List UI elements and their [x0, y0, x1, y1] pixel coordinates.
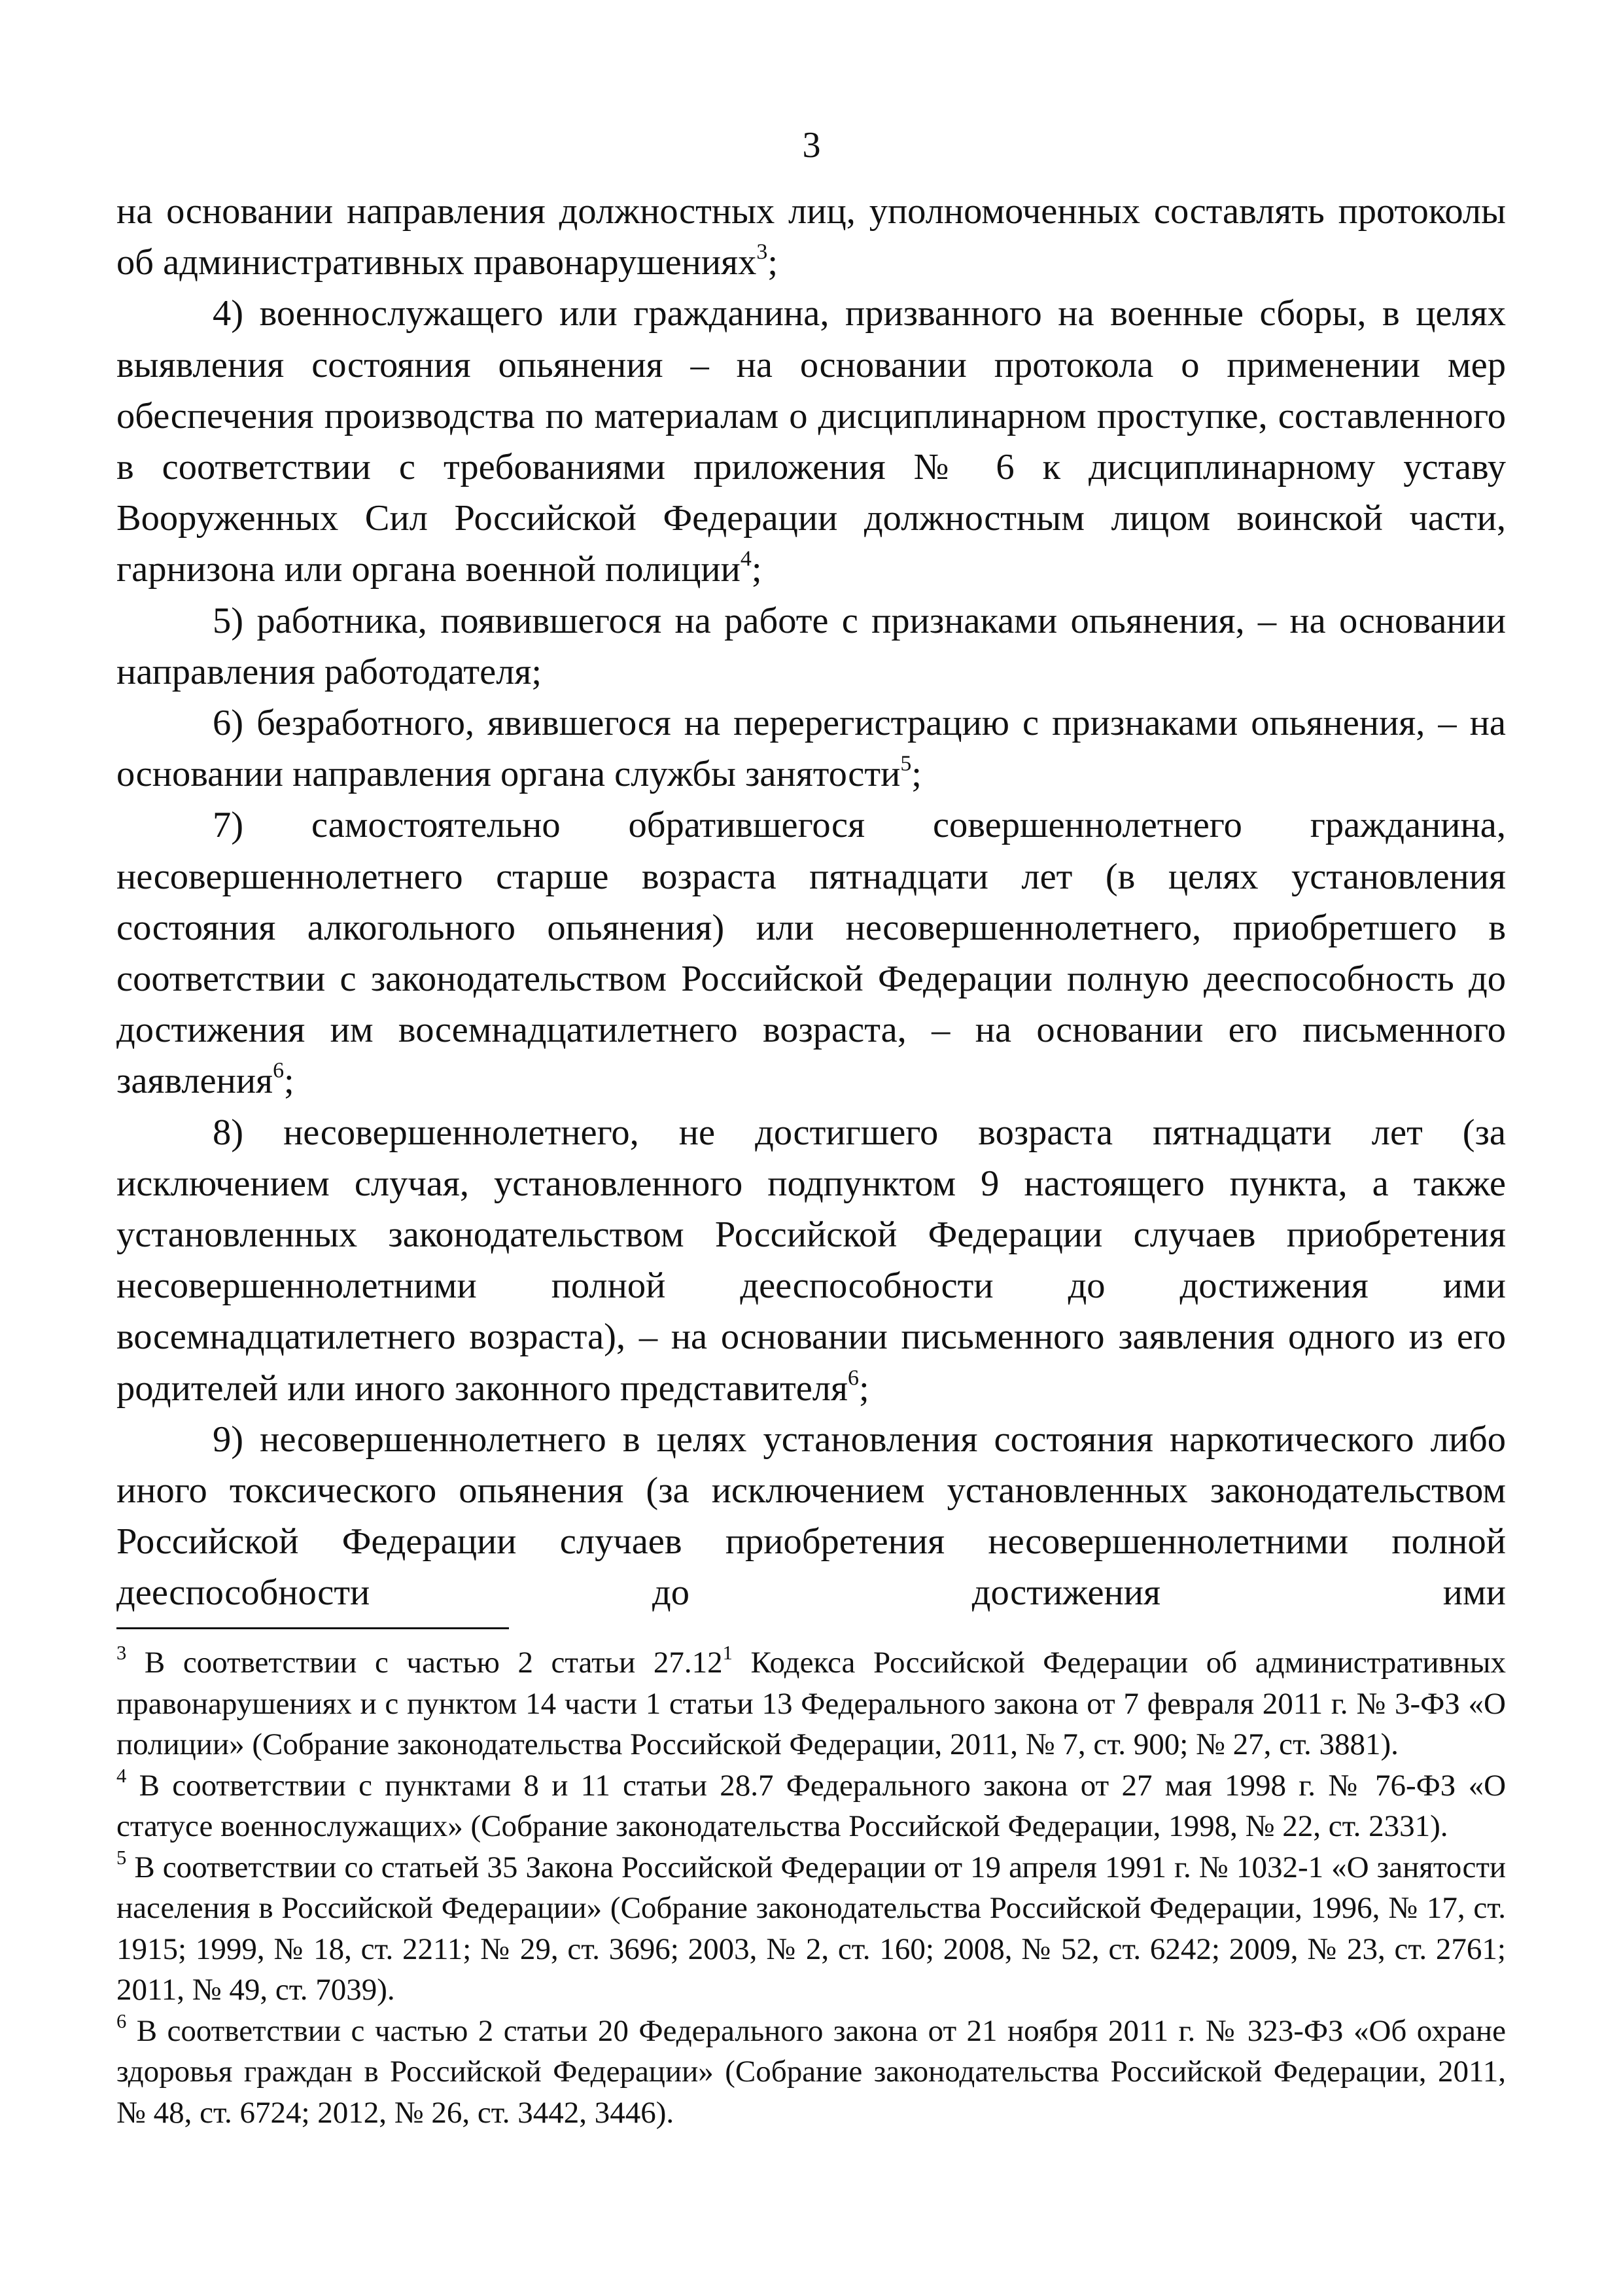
paragraph-text: 7) самостоятельно обратившегося совершеннолетнего гражданина, несовершеннолетнего старше возраста пятнадцати лет (в целях установления состояния алкогольного опьянения) или несовершеннолетнего, приобретшего в соответствии с законодательством Российской Федерации полную дееспособность до достижения им восемнадцатилетнего возраста, – на основании его письменного заявления: [116, 805, 1506, 1102]
footnote-number: 3: [116, 1642, 127, 1665]
footnote-ref[interactable]: 6: [273, 1058, 285, 1083]
paragraph-text: 9) несовершеннолетнего в целях установления состояния наркотического либо иного токсического опьянения (за исключением установленных законодательством Российской Федерации случаев приобретения несовершеннолетними полной дееспособности до достижения ими: [116, 1419, 1506, 1614]
footnote-4: [116, 1765, 1506, 1847]
footnote-text: В соответствии с частью 2 статьи 20 Федерального закона от 21 ноября 2011 г. № 323-ФЗ «Об охране здоровья граждан в Российской Федерации» (Собрание законодательства Российской Федерации, 2011, № 48, ст. 6724; 2012, № 26, ст. 3442, 3446).: [116, 2013, 1507, 2130]
footnote-ref[interactable]: 4: [740, 546, 752, 571]
list-item-5: [116, 595, 1506, 698]
list-item-9: [116, 1414, 1506, 1619]
footnote-text: В соответствии с пунктами 8 и 11 статьи 28.7 Федерального закона от 27 мая 1998 г. № 76-ФЗ «О статусе военнослужащих» (Собрание законодательства Российской Федерации, 1998, № 22, ст. 2331).: [116, 1768, 1507, 1843]
paragraph-text: 6) безработного, явившегося на перерегистрацию с признаками опьянения, – на основании направления органа службы занятости: [116, 703, 1506, 795]
footnote-superscript: 1: [722, 1642, 733, 1665]
footnote-ref[interactable]: 3: [756, 239, 768, 264]
footnote-ref[interactable]: 6: [847, 1365, 859, 1390]
footnote-text: В соответствии с частью 2 статьи 27.12: [144, 1646, 723, 1680]
footnote-3: [116, 1642, 1506, 1765]
paragraph-tail: ;: [751, 549, 762, 590]
footnote-text: Кодекса Российской Федерации об административных правонарушениях и с пунктом 14 части 1 статьи 13 Федерального закона от 7 февраля 2011 г. № 3-ФЗ «О полиции» (Собрание законодательства Российской Федерации, 2011, № 7, ст. 900; № 27, ст. 3881).: [116, 1646, 1506, 1761]
footnotes: [116, 1642, 1506, 2133]
list-item-6: [116, 698, 1506, 800]
paragraph-text: 5) работника, появившегося на работе с признаками опьянения, – на основании направления работодателя;: [116, 600, 1506, 692]
footnote-text: В соответствии со статьей 35 Закона Российской Федерации от 19 апреля 1991 г. № 1032-1 «О занятости населения в Российской Федерации» (Собрание законодательства Российской Федерации, 1996, № 17, ст. 1915; 1999, № 18, ст. 2211; № 29, ст. 3696; 2003, № 2, ст. 160; 2008, № 52, ст. 6242; 2009, № 23, ст. 2761; 2011, № 49, ст. 7039).: [116, 1850, 1507, 2007]
footnote-number: 4: [116, 1764, 127, 1787]
paragraph-text: на основании направления должностных лиц, уполномоченных составлять протоколы об административных правонарушениях: [116, 191, 1506, 283]
paragraph-tail: ;: [858, 1368, 869, 1409]
paragraph-text: 4) военнослужащего или гражданина, призванного на военные сборы, в целях выявления состояния опьянения – на основании протокола о применении мер обеспечения производства по материалам о дисциплинарном проступке, составленного в соответствии с требованиями приложения № 6 к дисциплинарному уставу Вооруженных Сил Российской Федерации должностным лицом воинской части, гарнизона или органа военной полиции: [116, 293, 1506, 590]
footnote-6: [116, 2011, 1506, 2134]
page-number: 3: [802, 125, 821, 166]
footnote-separator: [116, 1627, 509, 1629]
main-text: [116, 186, 1506, 1619]
paragraph-tail: ;: [284, 1061, 294, 1102]
footnote-ref[interactable]: 5: [900, 751, 912, 776]
footnote-number: 5: [116, 1846, 127, 1869]
footnote-5: [116, 1847, 1506, 2011]
paragraph-tail: ;: [911, 754, 922, 795]
paragraph-text: 8) несовершеннолетнего, не достигшего возраста пятнадцати лет (за исключением случая, установленного подпунктом 9 настоящего пункта, а также установленных законодательством Российской Федерации случаев приобретения несовершеннолетними полной дееспособности до достижения ими восемнадцатилетнего возраста), – на основании письменного заявления одного из его родителей или иного законного представителя: [116, 1112, 1506, 1409]
list-item-4: [116, 288, 1506, 595]
list-item-7: [116, 800, 1506, 1106]
paragraph-continuation: [116, 186, 1506, 288]
paragraph-tail: ;: [767, 242, 778, 283]
footnote-number: 6: [116, 2009, 127, 2032]
list-item-8: [116, 1107, 1506, 1414]
